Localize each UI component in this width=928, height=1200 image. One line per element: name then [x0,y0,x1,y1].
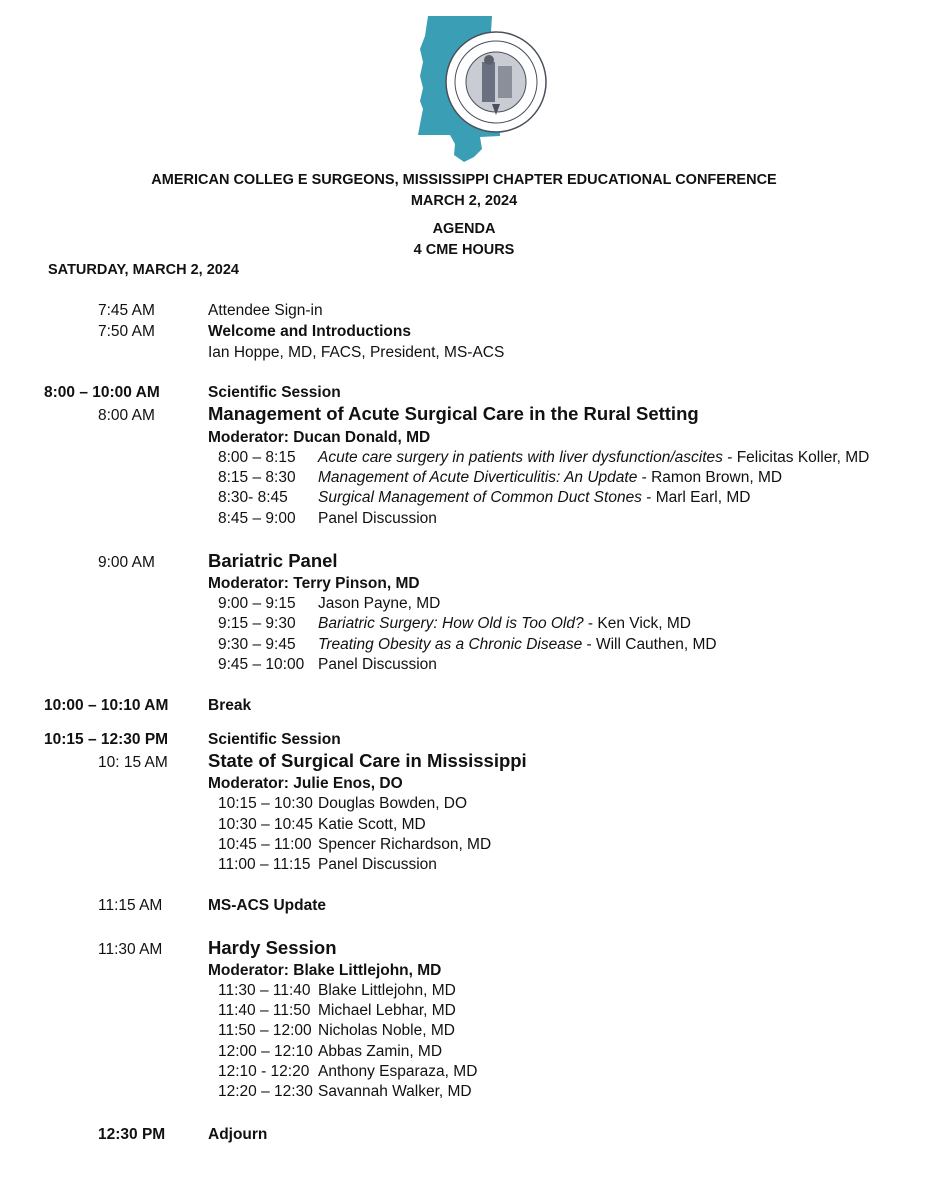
talk-speaker: Anthony Esparaza, MD [318,1063,478,1080]
talk-time: 10:45 – 11:00 [218,836,312,853]
label: Break [208,697,252,714]
talk-speaker: Katie Scott, MD [318,816,426,833]
talk-time: 12:10 - 12:20 [218,1063,310,1080]
cme-hours: 4 CME HOURS [413,242,515,258]
talk-speaker: Jason Payne, MD [318,595,441,612]
talk-time: 8:00 – 8:15 [218,449,296,466]
talk-title: Acute care surgery in patients with liver dysfunction/ascites [318,449,723,466]
label: Welcome and Introductions [208,323,411,340]
label: Scientific Session [208,731,341,748]
time: 10:15 – 12:30 PM [44,731,169,748]
talk-speaker: Blake Littlejohn, MD [318,982,456,999]
talk-time: 11:50 – 12:00 [218,1022,312,1039]
session-title: Hardy Session [208,937,337,958]
time: 11:30 AM [98,941,163,958]
time: 7:45 AM [98,302,155,319]
time: 8:00 AM [98,407,155,424]
talk-speaker: Panel Discussion [318,510,437,527]
time: 9:00 AM [98,554,155,571]
talk-time: 11:30 – 11:40 [218,982,311,999]
talk-speaker: Abbas Zamin, MD [318,1043,443,1060]
label: MS-ACS Update [208,897,326,914]
talk-speaker: Panel Discussion [318,656,437,673]
talk-speaker: - Ken Vick, MD [583,615,692,632]
session-title: Management of Acute Surgical Care in the Rural Setting [208,403,699,424]
talk-time: 9:30 – 9:45 [218,636,296,653]
conference-title: AMERICAN COLLEG E SURGEONS, MISSISSIPPI CHAPTER EDUCATIONAL CONFERENCE [151,172,777,188]
talk-time: 11:40 – 11:50 [218,1002,311,1019]
talk-time: 8:45 – 9:00 [218,510,296,527]
time: 11:15 AM [98,897,163,914]
talk-title: Treating Obesity as a Chronic Disease [318,636,583,653]
talk-time: 9:15 – 9:30 [218,615,296,632]
day-heading: SATURDAY, MARCH 2, 2024 [48,262,239,278]
talk-speaker: Spencer Richardson, MD [318,836,492,853]
talk-time: 11:00 – 11:15 [218,856,311,873]
talk-time: 12:00 – 12:10 [218,1043,313,1060]
talk-title: Bariatric Surgery: How Old is Too Old? [318,615,584,632]
session-title: Bariatric Panel [208,550,338,571]
talk-speaker: - Felicitas Koller, MD [722,449,870,466]
time: 12:30 PM [98,1126,166,1143]
talk-time: 9:45 – 10:00 [218,656,305,673]
talk-time: 12:20 – 12:30 [218,1083,313,1100]
time: 10: 15 AM [98,754,168,771]
label: Adjourn [208,1126,268,1143]
time: 7:50 AM [98,323,155,340]
moderator-name: Moderator: Blake Littlejohn, MD [208,962,442,979]
moderator-name: Moderator: Terry Pinson, MD [208,575,420,592]
talk-speaker: Savannah Walker, MD [318,1083,472,1100]
time: 8:00 – 10:00 AM [44,384,160,401]
talk-speaker: Michael Lebhar, MD [318,1002,456,1019]
agenda-heading: AGENDA [432,221,496,237]
talk-speaker: Nicholas Noble, MD [318,1022,455,1039]
talk-time: 10:30 – 10:45 [218,816,313,833]
session-title: State of Surgical Care in Mississippi [208,750,527,771]
talk-speaker: - Will Cauthen, MD [582,636,717,653]
time: 10:00 – 10:10 AM [44,697,169,714]
acs-mississippi-logo [418,16,548,168]
talk-time: 8:15 – 8:30 [218,469,296,486]
talk-speaker: Panel Discussion [318,856,437,873]
talk-speaker: - Ramon Brown, MD [637,469,783,486]
talk-speaker: Douglas Bowden, DO [318,795,468,812]
moderator-name: Moderator: Ducan Donald, MD [208,429,431,446]
speaker: Ian Hoppe, MD, FACS, President, MS-ACS [208,344,505,361]
label: Scientific Session [208,384,341,401]
talk-speaker: - Marl Earl, MD [641,489,751,506]
moderator-name: Moderator: Julie Enos, DO [208,775,403,792]
label: Attendee Sign-in [208,302,323,319]
conference-date: MARCH 2, 2024 [410,193,518,209]
talk-title: Surgical Management of Common Duct Stones [318,489,642,506]
talk-title: Management of Acute Diverticulitis: An Update [318,469,638,486]
talk-time: 10:15 – 10:30 [218,795,313,812]
talk-time: 9:00 – 9:15 [218,595,296,612]
talk-time: 8:30- 8:45 [218,489,288,506]
